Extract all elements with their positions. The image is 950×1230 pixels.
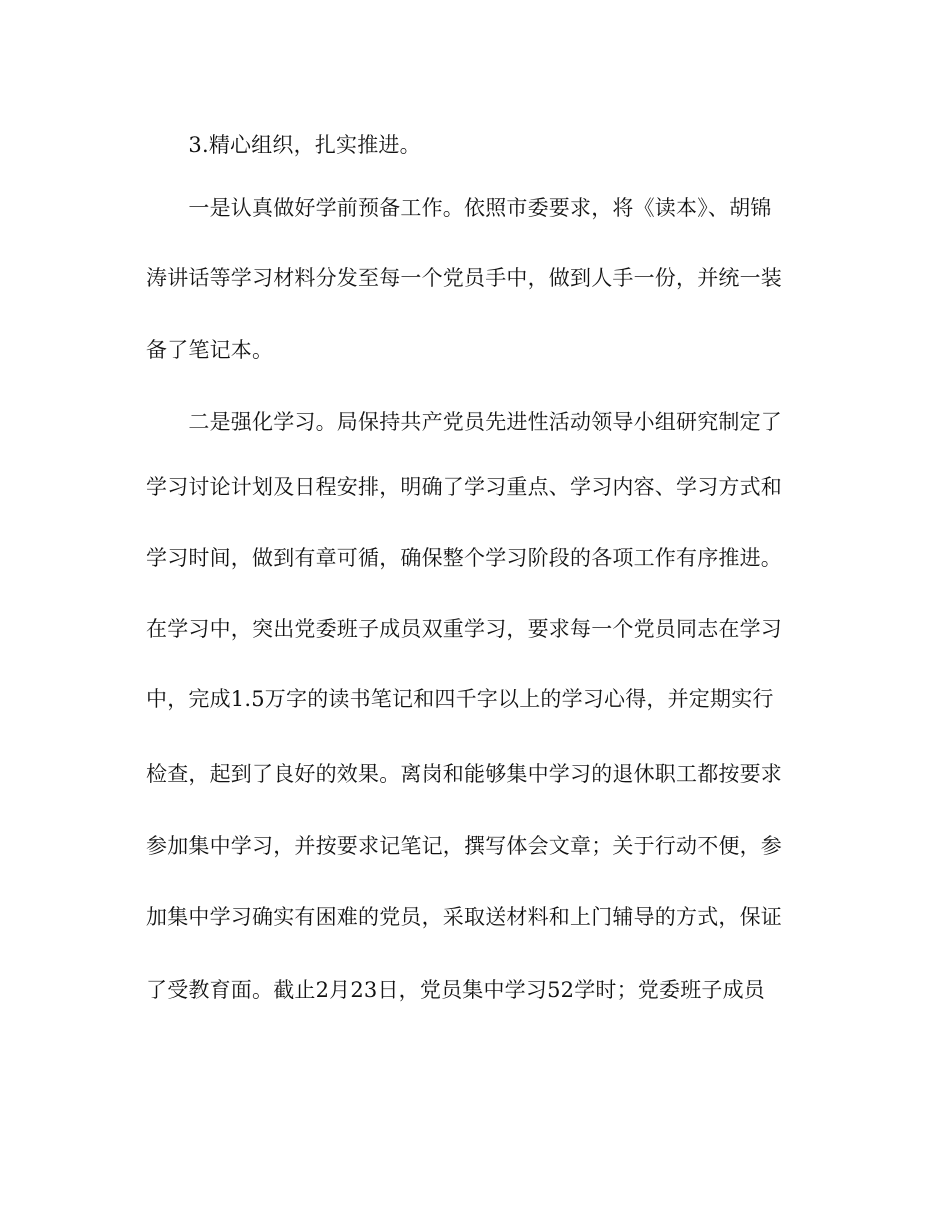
text-line: 了受教育面。截止2月23日，党员集中学习52学时；党委班子成员 xyxy=(146,978,766,1002)
text-line: 备了笔记本。 xyxy=(146,338,274,362)
text-line: 涛讲话等学习材料分发至每一个党员手中，做到人手一份，并统一装 xyxy=(146,266,782,290)
text-line: 在学习中，突出党委班子成员双重学习，要求每一个党员同志在学习 xyxy=(146,617,782,641)
text-line-heading: 3.精心组织，扎实推进。 xyxy=(146,133,421,157)
text-line: 学习讨论计划及日程安排，明确了学习重点、学习内容、学习方式和 xyxy=(146,475,782,499)
text-line: 一是认真做好学前预备工作。依照市委要求，将《读本》、胡锦 xyxy=(146,196,772,220)
text-line: 中，完成1.5万字的读书笔记和四千字以上的学习心得，并定期实行 xyxy=(146,687,774,711)
text-line: 检查，起到了良好的效果。离岗和能够集中学习的退休职工都按要求 xyxy=(146,762,782,786)
text-line: 二是强化学习。局保持共产党员先进性活动领导小组研究制定了 xyxy=(146,410,782,434)
text-line: 加集中学习确实有困难的党员，采取送材料和上门辅导的方式，保证 xyxy=(146,905,782,929)
text-line: 参加集中学习，并按要求记笔记，撰写体会文章；关于行动不便，参 xyxy=(146,834,782,858)
text-line: 学习时间，做到有章可循，确保整个学习阶段的各项工作有序推进。 xyxy=(146,546,782,570)
